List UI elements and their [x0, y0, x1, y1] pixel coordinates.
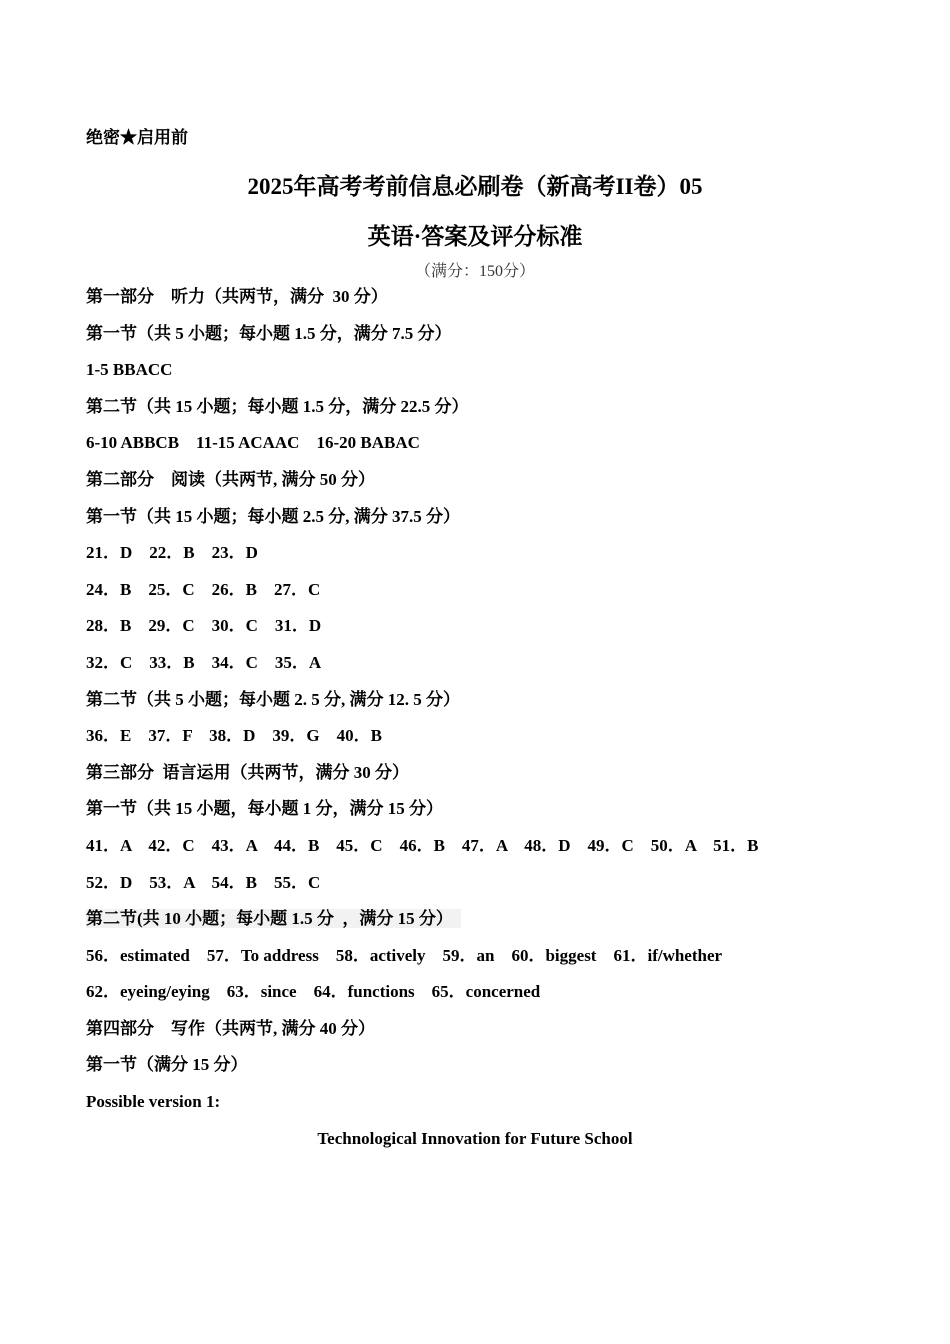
- answer-row: 24．B 25．C 26．B 27．C: [86, 579, 321, 599]
- subsection-heading: 第一节（共 5 小题；每小题 1.5 分，满分 7.5 分）: [86, 323, 452, 343]
- section-heading: 第二部分 阅读（共两节, 满分 50 分）: [86, 469, 375, 489]
- essay-title: Technological Innovation for Future School: [317, 1129, 633, 1148]
- answer-row: 56．estimated 57．To address 58．actively 59．an 60．biggest 61．if/whether: [86, 945, 723, 965]
- subsection-heading: 第二节（共 5 小题；每小题 2. 5 分, 满分 12. 5 分）: [86, 689, 460, 709]
- answer-row: 41．A 42．C 43．A 44．B 45．C 46．B 47．A 48．D 49．C 50．A 51．B: [86, 835, 759, 855]
- section-heading: 第一部分 听力（共两节，满分 30 分）: [86, 287, 388, 306]
- answer-row: 52．D 53．A 54．B 55．C: [86, 872, 321, 892]
- answer-row: 1-5 BBACC: [86, 360, 173, 380]
- subsection-heading: 第一节（共 15 小题，每小题 1 分，满分 15 分）: [86, 799, 443, 819]
- section-heading: 第三部分 语言运用（共两节，满分 30 分）: [86, 762, 409, 782]
- document-subtitle: 英语·答案及评分标准: [367, 224, 583, 249]
- confidential-label: 绝密★启用前: [86, 128, 188, 147]
- subsection-heading: 第一节（满分 15 分）: [86, 1055, 248, 1075]
- answer-row: 32．C 33．B 34．C 35．A: [86, 652, 322, 672]
- answer-row: 21．D 22．B 23．D: [86, 543, 258, 563]
- full-score-note: （满分：150分）: [414, 263, 535, 280]
- answer-row: 28．B 29．C 30．C 31．D: [86, 616, 322, 636]
- answer-row: 36．E 37．F 38．D 39．G 40．B: [86, 726, 382, 746]
- document-title: 2025年高考考前信息必刷卷（新高考II卷）05: [247, 174, 703, 199]
- section-heading: 第四部分 写作（共两节, 满分 40 分）: [86, 1018, 375, 1038]
- subsection-heading: 第二节(共 10 小题；每小题 1.5 分 ，满分 15 分）: [86, 906, 866, 943]
- subsection-heading: 第一节（共 15 小题；每小题 2.5 分, 满分 37.5 分）: [86, 506, 460, 526]
- answer-lines: [86, 284, 866, 1126]
- answer-row: 62．eyeing/eying 63．since 64．functions 65．concerned: [86, 982, 541, 1002]
- subsection-heading: 第二节（共 15 小题；每小题 1.5 分，满分 22.5 分）: [86, 396, 469, 416]
- possible-version-label: Possible version 1:: [86, 1092, 221, 1112]
- answer-row: 6-10 ABBCB 11-15 ACAAC 16-20 BABAC: [86, 433, 420, 453]
